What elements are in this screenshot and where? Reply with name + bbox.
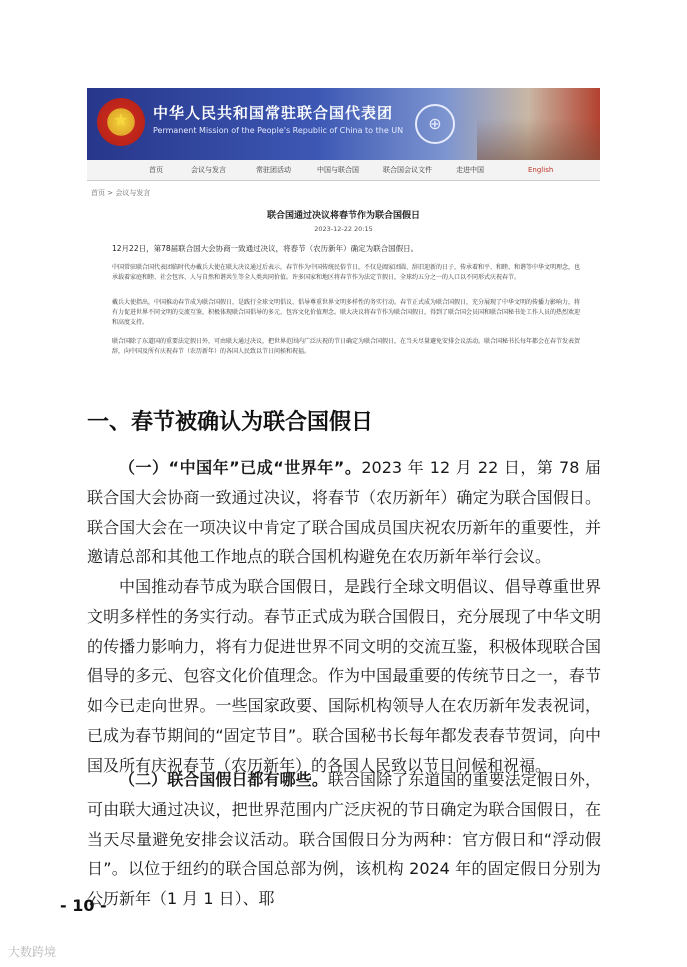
paragraph-1-lead: （一）“中国年”已成“世界年”。 xyxy=(119,458,362,477)
site-nav xyxy=(87,160,600,181)
paragraph-1 xyxy=(87,453,601,572)
mission-name-cn: 中华人民共和国常驻联合国代表团 xyxy=(153,104,394,122)
great-wall-image xyxy=(477,118,600,160)
article-date: 2023-12-22 20:15 xyxy=(314,225,373,233)
paragraph-3-body: 联合国除了东道国的重要法定假日外，可由联大通过决议，把世界范围内广泛庆祝的节日确定为联合国假日，在当天尽量避免安排会议活动。联合国假日分为两种：官方假日和“浮动假日”。以位于纽约的联合国总部为例，该机构 2024 年的固定假日分别为公历新年（1 月 1 日）、耶 xyxy=(87,770,601,909)
nav-china[interactable]: 走进中国 xyxy=(456,166,484,174)
watermark: 大数跨境 xyxy=(8,945,57,959)
nav-activities[interactable]: 常驻团活动 xyxy=(256,166,291,174)
section-heading: 一、春节被确认为联合国假日 xyxy=(87,410,374,435)
article-paragraph: 联合国除了东道国的重要法定假日外，可由联大通过决议，把世界范围内广泛庆祝的节日确定为联合国假日，在当天尽量避免安排会议活动。联合国秘书长每年都会在春节发表贺辞，向中国及所有庆祝春节（农历新年）的各国人民致以节日问候和祝福。 xyxy=(112,338,581,355)
nav-documents[interactable]: 联合国会议文件 xyxy=(383,166,432,174)
paragraph-1-body: 2023 年 12 月 22 日，第 78 届联合国大会协商一致通过决议，将春节（农历新年）确定为联合国假日。联合国大会在一项决议中肯定了联合国成员国庆祝农历新年的重要性，并邀请总部和其他工作地点的联合国机构避免在农历新年举行会议。 xyxy=(87,458,601,567)
nav-china-un[interactable]: 中国与联合国 xyxy=(317,166,359,174)
national-emblem-icon: ★ xyxy=(97,98,145,146)
paragraph-2: 中国推动春节成为联合国假日，是践行全球文明倡议、倡导尊重世界文明多样性的务实行动。春节正式成为联合国假日，充分展现了中华文明的传播力影响力，将有力促进世界不同文明的交流互鉴，积极体现联合国倡导的多元、包容文化价值理念。作为中国最重要的传统节日之一，春节如今已走向世界。一些国家政要、国际机构领导人在农历新年发表祝词，已成为春节期间的“固定节目”。联合国秘书长每年都发表春节贺词，向中国及所有庆祝春节（农历新年）的各国人民致以节日问候和祝福。 xyxy=(87,577,601,775)
mission-banner xyxy=(87,88,600,160)
nav-english[interactable]: English xyxy=(528,166,554,174)
nav-home[interactable]: 首页 xyxy=(149,166,163,174)
paragraph-3 xyxy=(87,765,601,914)
breadcrumb: 首页 > 会议与发言 xyxy=(91,189,151,197)
page-number: - 10 - xyxy=(60,896,107,915)
mission-website-screenshot xyxy=(87,88,600,368)
article-lead: 12月22日，第78届联合国大会协商一致通过决议，将春节（农历新年）确定为联合国假日。 xyxy=(112,244,419,253)
un-logo-icon: ⊕ xyxy=(415,104,455,144)
article-title: 联合国通过决议将春节作为联合国假日 xyxy=(266,211,420,221)
nav-meetings[interactable]: 会议与发言 xyxy=(191,166,226,174)
article-paragraph: 中国常驻联合国代表团临时代办戴兵大使在联大决议通过后表示，春节作为中国传统民俗节日，不仅是阖家团圆、辞旧迎新的日子，传承着和平、和睦、和谐等中华文明理念，也承载着家庭和睦、社会包容、人与自然和谐共生等全人类共同价值。许多国家和地区将春节作为法定节假日，全球约五分之一的人口以不同形式庆祝春节。 xyxy=(112,264,581,281)
article-paragraph: 戴兵大使指出，中国推动春节成为联合国假日，是践行全球文明倡议、倡导尊重世界文明多样性的务实行动。春节正式成为联合国假日，充分展现了中华文明的传播力影响力，将有力促进世界不同文明的交流互鉴，积极体现联合国倡导的多元、包容文化价值理念。联大决议将春节作为联合国假日，得到了联合国会员国和联合国秘书处工作人员的热烈欢迎和高度支持。 xyxy=(112,299,581,326)
mission-name-en: Permanent Mission of the People's Republic of China to the UN xyxy=(153,126,404,135)
paragraph-3-lead: （二）联合国假日都有哪些。 xyxy=(119,770,328,789)
